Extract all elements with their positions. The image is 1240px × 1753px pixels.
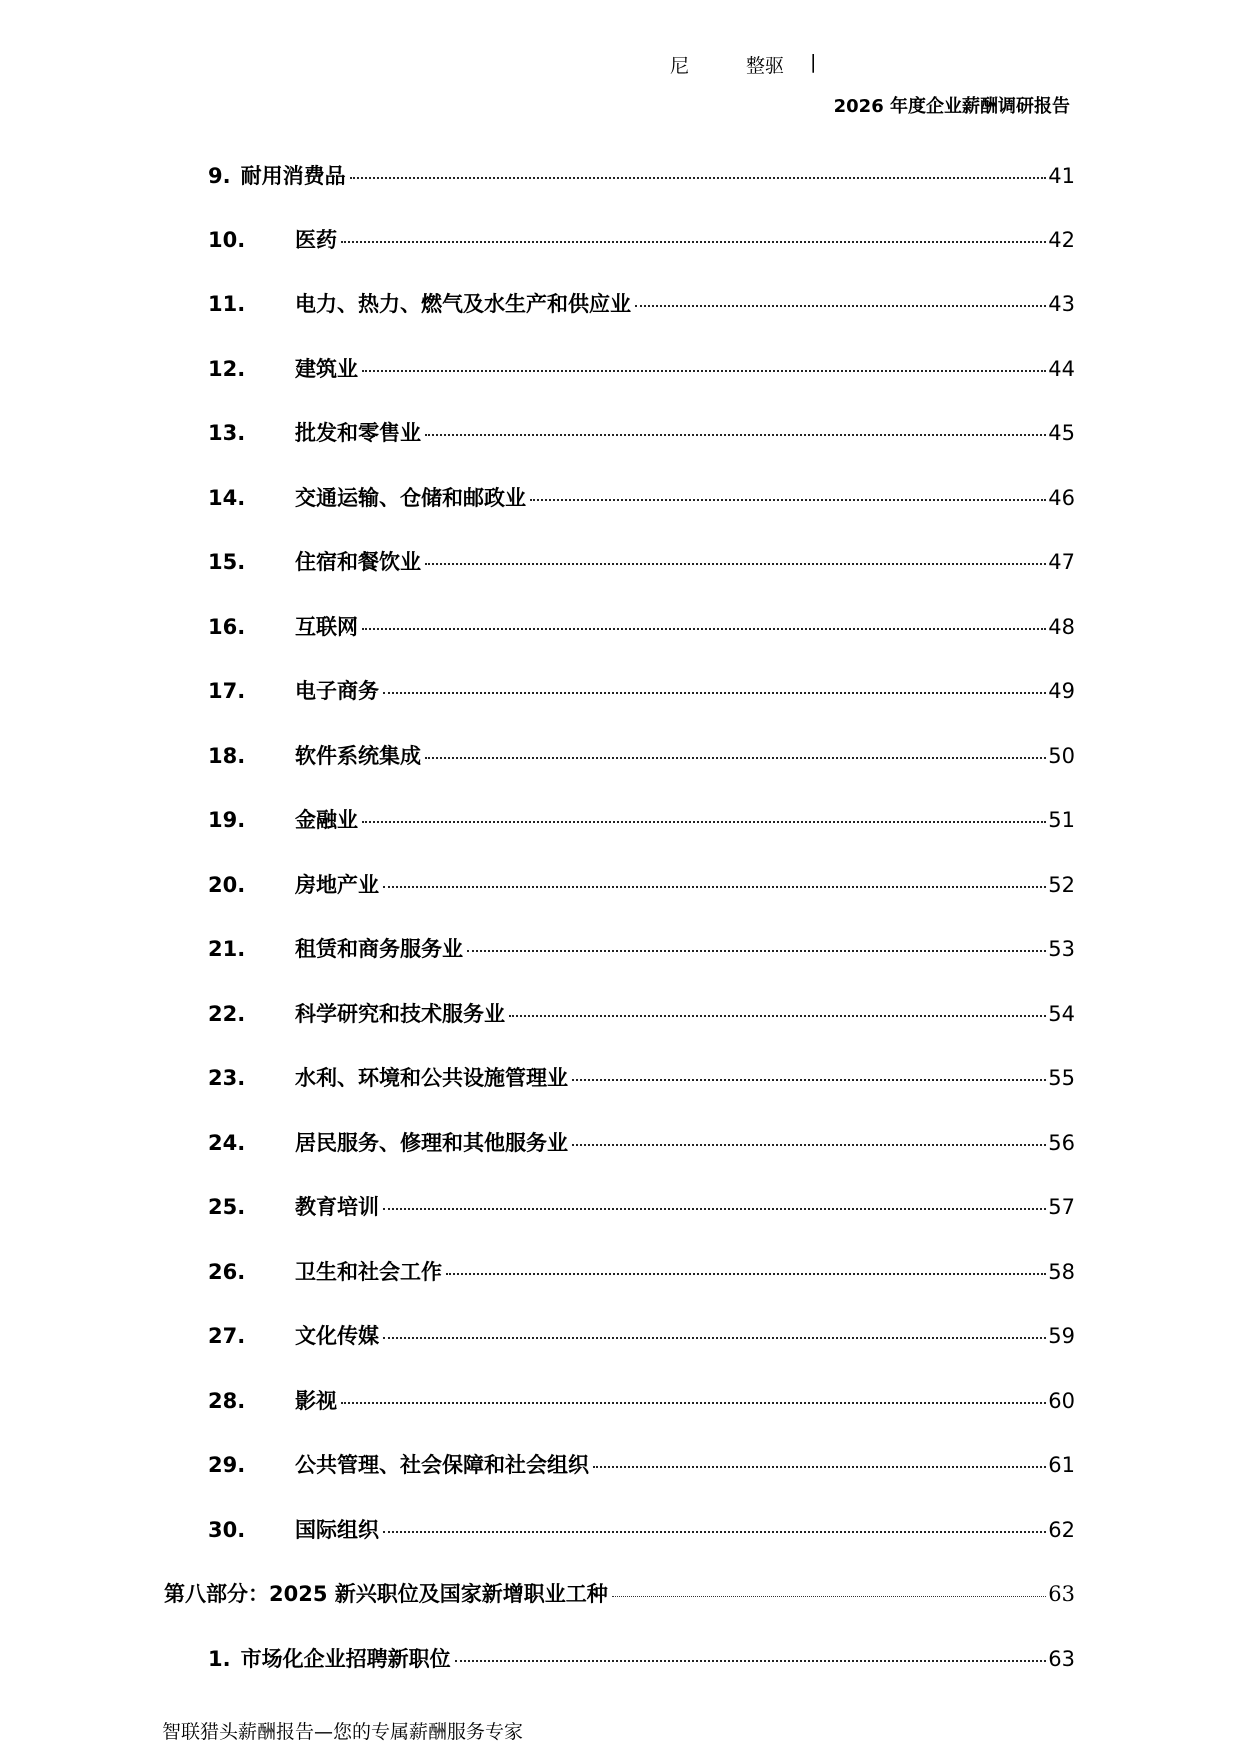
- dot-leader: [383, 692, 1046, 694]
- toc-entry-number: 1.: [208, 1647, 231, 1671]
- dot-leader: [362, 370, 1046, 372]
- dot-leader: [425, 757, 1046, 759]
- dot-leader: [350, 177, 1047, 179]
- dot-leader: [593, 1466, 1046, 1468]
- toc-entry-page: 61: [1048, 1453, 1075, 1477]
- toc-entry-number: 28.: [208, 1389, 246, 1413]
- toc-entry-number: 21.: [208, 937, 246, 961]
- toc-entry-title: 建筑业: [295, 357, 358, 381]
- dot-leader: [635, 305, 1046, 307]
- toc-entry[interactable]: [208, 1451, 1075, 1479]
- toc-entry-number: 16.: [208, 615, 246, 639]
- toc-section-entry[interactable]: [164, 1580, 1075, 1608]
- toc-entry[interactable]: [208, 1645, 1075, 1673]
- toc-entry-page: 41: [1048, 164, 1075, 188]
- toc-entry-number: 22.: [208, 1002, 246, 1026]
- toc-entry-title: 市场化企业招聘新职位: [240, 1647, 451, 1671]
- toc-entry-page: 52: [1048, 873, 1075, 897]
- toc-entry-number: 27.: [208, 1324, 246, 1348]
- toc-entry[interactable]: [208, 1129, 1075, 1157]
- header-separator: |: [810, 51, 817, 73]
- toc-entry-page: 45: [1048, 421, 1075, 445]
- toc-entry-page: 53: [1048, 937, 1075, 961]
- toc-entry-title: 公共管理、社会保障和社会组织: [295, 1453, 589, 1477]
- toc-entry[interactable]: [208, 677, 1075, 705]
- toc-entry-number: 30.: [208, 1518, 246, 1542]
- toc-entry-title: 卫生和社会工作: [295, 1260, 442, 1284]
- toc-entry-number: 18.: [208, 744, 246, 768]
- toc-entry-page: 62: [1048, 1518, 1075, 1542]
- toc-entry-page: 54: [1048, 1002, 1075, 1026]
- toc-entry-title: 电力、热力、燃气及水生产和供应业: [295, 292, 631, 316]
- toc-entry-number: 12.: [208, 357, 246, 381]
- page-footer: 智联猎头薪酬报告—您的专属薪酬服务专家: [162, 1721, 524, 1743]
- dot-leader: [612, 1596, 1047, 1597]
- toc-entry-number: 11.: [208, 292, 246, 316]
- dot-leader: [425, 434, 1046, 436]
- toc-entry[interactable]: [208, 1258, 1075, 1286]
- dot-leader: [383, 1208, 1046, 1210]
- toc-entry[interactable]: [208, 484, 1075, 512]
- toc-entry-page: 58: [1048, 1260, 1075, 1284]
- toc-section-title: 第八部分：2025 新兴职位及国家新增职业工种: [164, 1582, 608, 1606]
- toc-entry-page: 59: [1048, 1324, 1075, 1348]
- dot-leader: [383, 1531, 1046, 1533]
- toc-entry-title: 影视: [295, 1389, 337, 1413]
- toc-entry-number: 23.: [208, 1066, 246, 1090]
- header-fragment-b: 整驱: [746, 55, 785, 77]
- toc-entry[interactable]: [208, 1387, 1075, 1415]
- dot-leader: [509, 1015, 1046, 1017]
- toc-entry-title: 租赁和商务服务业: [295, 937, 463, 961]
- report-title: 2026 年度企业薪酬调研报告: [833, 96, 1070, 117]
- toc-entry-title: 交通运输、仓储和邮政业: [295, 486, 526, 510]
- toc-entry-page: 47: [1048, 550, 1075, 574]
- toc-entry-number: 10.: [208, 228, 246, 252]
- toc-entry-title: 医药: [295, 228, 337, 252]
- toc-entry[interactable]: [208, 1193, 1075, 1221]
- toc-entry-title: 软件系统集成: [295, 744, 421, 768]
- toc-entry[interactable]: [208, 1322, 1075, 1350]
- toc-entry-page: 49: [1048, 679, 1075, 703]
- toc-entry[interactable]: [208, 290, 1075, 318]
- toc-entry[interactable]: [208, 806, 1075, 834]
- toc-entry-title: 批发和零售业: [295, 421, 421, 445]
- toc-entry-title: 水利、环境和公共设施管理业: [295, 1066, 568, 1090]
- toc-entry-title: 文化传媒: [295, 1324, 379, 1348]
- toc-entry[interactable]: [208, 1516, 1075, 1544]
- toc-entry-number: 14.: [208, 486, 246, 510]
- toc-entry-number: 15.: [208, 550, 246, 574]
- toc-entry[interactable]: [208, 162, 1075, 190]
- toc-entry[interactable]: [208, 742, 1075, 770]
- toc-entry[interactable]: [208, 613, 1075, 641]
- toc-entry[interactable]: [208, 548, 1075, 576]
- dot-leader: [383, 1337, 1046, 1339]
- toc-entry[interactable]: [208, 935, 1075, 963]
- toc-entry-number: 20.: [208, 873, 246, 897]
- toc-entry-number: 26.: [208, 1260, 246, 1284]
- toc-entry-page: 55: [1048, 1066, 1075, 1090]
- dot-leader: [362, 628, 1046, 630]
- toc-entry-page: 46: [1048, 486, 1075, 510]
- toc-entry-number: 13.: [208, 421, 246, 445]
- dot-leader: [362, 821, 1046, 823]
- toc-entry-title: 电子商务: [295, 679, 379, 703]
- toc-entry[interactable]: [208, 871, 1075, 899]
- dot-leader: [572, 1144, 1046, 1146]
- dot-leader: [467, 950, 1046, 952]
- toc-entry-title: 耐用消费品: [240, 164, 346, 188]
- dot-leader: [425, 563, 1046, 565]
- dot-leader: [383, 886, 1046, 888]
- toc-entry[interactable]: [208, 419, 1075, 447]
- dot-leader: [530, 499, 1046, 501]
- toc-entry-page: 44: [1048, 357, 1075, 381]
- toc-entry-title: 房地产业: [295, 873, 379, 897]
- toc-entry-page: 63: [1048, 1647, 1075, 1671]
- toc-entry[interactable]: [208, 1064, 1075, 1092]
- dot-leader: [572, 1079, 1046, 1081]
- toc-entry-number: 25.: [208, 1195, 246, 1219]
- toc-entry-page: 50: [1048, 744, 1075, 768]
- toc-entry[interactable]: [208, 226, 1075, 254]
- toc-entry-title: 教育培训: [295, 1195, 379, 1219]
- toc-entry-number: 17.: [208, 679, 246, 703]
- toc-entry-number: 19.: [208, 808, 246, 832]
- header-fragment-a: 尼: [670, 55, 690, 77]
- toc-entry-page: 43: [1048, 292, 1075, 316]
- dot-leader: [455, 1660, 1047, 1662]
- toc-entry[interactable]: [208, 1000, 1075, 1028]
- toc-entry-title: 国际组织: [295, 1518, 379, 1542]
- toc-entry-page: 60: [1048, 1389, 1075, 1413]
- toc-entry-number: 29.: [208, 1453, 246, 1477]
- toc-entry-number: 9.: [208, 164, 231, 188]
- toc-entry-title: 科学研究和技术服务业: [295, 1002, 505, 1026]
- toc-entry-title: 住宿和餐饮业: [295, 550, 421, 574]
- toc-entry-page: 42: [1048, 228, 1075, 252]
- toc-entry-page: 48: [1048, 615, 1075, 639]
- dot-leader: [341, 241, 1046, 243]
- toc-section-page: 63: [1048, 1582, 1075, 1606]
- toc-entry-page: 56: [1048, 1131, 1075, 1155]
- dot-leader: [446, 1273, 1046, 1275]
- toc-entry[interactable]: [208, 355, 1075, 383]
- toc-entry-page: 51: [1048, 808, 1075, 832]
- toc-entry-number: 24.: [208, 1131, 246, 1155]
- toc-entry-title: 互联网: [295, 615, 358, 639]
- toc-entry-title: 金融业: [295, 808, 358, 832]
- toc-entry-page: 57: [1048, 1195, 1075, 1219]
- dot-leader: [341, 1402, 1046, 1404]
- toc-entry-title: 居民服务、修理和其他服务业: [295, 1131, 568, 1155]
